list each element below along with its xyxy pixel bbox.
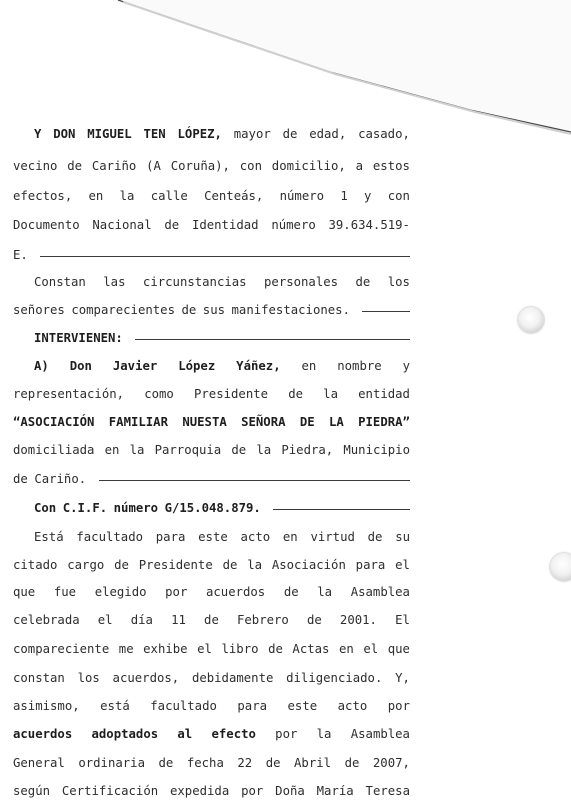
- word: la: [256, 443, 272, 457]
- bold-word: “ASOCIACIÓN: [13, 415, 95, 429]
- word: nombre: [337, 359, 382, 373]
- text-line: [13, 783, 410, 799]
- fill-rule-line: [362, 311, 410, 312]
- word: de: [222, 558, 238, 572]
- bold-word: C.I.F.: [62, 501, 108, 515]
- text-line: [34, 358, 410, 374]
- word: exhibe: [143, 642, 188, 656]
- word: que: [387, 642, 410, 656]
- bold-word: adoptados: [91, 727, 159, 741]
- word: Asociación: [271, 558, 346, 572]
- bold-word: DON: [53, 127, 76, 141]
- word: mayor: [233, 127, 271, 141]
- word: el: [197, 642, 212, 656]
- word: citado: [13, 558, 58, 572]
- word: con: [239, 159, 262, 173]
- word: en: [88, 189, 104, 203]
- word: la: [119, 189, 135, 203]
- word: Asamblea: [350, 727, 410, 741]
- word: de: [355, 275, 371, 289]
- word: virtud: [310, 530, 355, 544]
- word: estos: [372, 159, 410, 173]
- word: Doña: [275, 784, 305, 798]
- word: el: [395, 558, 410, 572]
- word: de: [344, 756, 360, 770]
- word: Cariño.: [34, 472, 87, 486]
- word: el: [97, 613, 113, 627]
- fill-rule-line: [40, 256, 410, 257]
- text-line: [13, 188, 410, 204]
- word: 2001.: [339, 613, 377, 627]
- word: debidamente: [191, 671, 274, 685]
- word: en: [301, 359, 317, 373]
- word: El: [395, 613, 410, 627]
- fill-rule-line: [99, 480, 410, 481]
- word: día: [130, 613, 153, 627]
- bold-word: PIEDRA”: [358, 415, 410, 429]
- word: Actas: [292, 642, 330, 656]
- word: me: [118, 642, 134, 656]
- word: número: [279, 189, 325, 203]
- word: que: [13, 585, 36, 599]
- word: 2007,: [372, 756, 410, 770]
- word: Centeás,: [204, 189, 264, 203]
- word: elegido: [94, 585, 147, 599]
- word: de: [181, 303, 197, 317]
- word: como: [144, 387, 174, 401]
- bold-word: Don: [69, 359, 92, 373]
- word: para: [237, 699, 268, 713]
- word: según: [13, 784, 51, 798]
- punch-hole-bottom: [550, 553, 571, 581]
- word: este: [287, 699, 318, 713]
- word: y: [364, 189, 372, 203]
- word: Piedra,: [281, 443, 334, 457]
- word: en: [282, 530, 298, 544]
- bold-word: A): [34, 359, 49, 373]
- bold-word: DE: [299, 415, 315, 429]
- bold-word: FAMILIAR: [108, 415, 168, 429]
- text-line: [13, 217, 410, 233]
- text-line: [13, 442, 410, 458]
- word: cargo: [67, 558, 105, 572]
- bold-word: Con: [34, 501, 57, 515]
- word: acuerdos,: [112, 671, 180, 685]
- word: Coruña),: [170, 159, 230, 173]
- bold-word: LA: [328, 415, 344, 429]
- word: 39.634.519-: [328, 218, 410, 232]
- word: calle: [150, 189, 188, 203]
- word: Abril: [294, 756, 332, 770]
- text-line: [13, 471, 410, 487]
- word: de: [158, 756, 174, 770]
- word: acto: [240, 530, 271, 544]
- word: y: [402, 359, 410, 373]
- word: de: [306, 613, 322, 627]
- bold-word: SEÑORA: [241, 415, 286, 429]
- word: fue: [53, 585, 77, 599]
- text-line: [34, 330, 410, 346]
- word: de: [265, 756, 281, 770]
- word: los: [387, 275, 410, 289]
- word: domicilio,: [271, 159, 346, 173]
- word: Identidad: [191, 218, 259, 232]
- word: de: [282, 127, 298, 141]
- word: de: [114, 558, 129, 572]
- text-line: [13, 302, 410, 318]
- word: Está: [34, 530, 64, 544]
- word: facultado: [150, 699, 217, 713]
- word: fecha: [186, 756, 224, 770]
- text-line: [13, 557, 410, 573]
- text-line: [13, 726, 410, 742]
- word: está: [100, 699, 130, 713]
- word: circunstancias: [142, 275, 247, 289]
- text-line: [13, 247, 410, 263]
- word: Presidente: [138, 558, 213, 572]
- word: Febrero: [237, 613, 289, 627]
- word: expedida: [170, 784, 230, 798]
- word: de: [283, 585, 299, 599]
- word: asimismo,: [13, 699, 80, 713]
- word: a: [355, 159, 364, 173]
- word: 1: [340, 189, 348, 203]
- word: con: [387, 189, 410, 203]
- text-line: [34, 126, 410, 142]
- word: facultado: [76, 530, 144, 544]
- word: acto: [337, 699, 368, 713]
- word: señores: [13, 303, 65, 317]
- text-line: [13, 755, 410, 771]
- word: casado,: [358, 127, 410, 141]
- word: de: [204, 613, 219, 627]
- bold-word: Yáñez,: [236, 359, 281, 373]
- word: de: [67, 159, 83, 173]
- word: libro: [221, 642, 259, 656]
- word: Y,: [395, 671, 410, 685]
- word: Municipio: [343, 443, 410, 457]
- word: vecino: [13, 159, 58, 173]
- word: por: [241, 784, 264, 798]
- word: acuerdos: [205, 585, 266, 599]
- word: edad,: [309, 127, 347, 141]
- word: por: [275, 727, 298, 741]
- punch-hole-top: [518, 307, 544, 333]
- word: la: [316, 727, 332, 741]
- text-line: [13, 698, 410, 714]
- word: de: [13, 472, 28, 486]
- word: la: [129, 443, 145, 457]
- word: este: [198, 530, 228, 544]
- word: entidad: [358, 387, 410, 401]
- fill-rule-line: [273, 509, 410, 510]
- word: los: [77, 671, 100, 685]
- bold-word: acuerdos: [13, 727, 73, 741]
- word: personales: [264, 275, 339, 289]
- word: por: [387, 699, 410, 713]
- word: sus: [202, 303, 226, 317]
- word: E.: [13, 248, 28, 262]
- fill-rule-line: [135, 339, 410, 340]
- word: la: [247, 558, 262, 572]
- text-line: [13, 641, 410, 657]
- text-line: [13, 612, 410, 628]
- folded-corner-shadow: [0, 0, 571, 140]
- text-line: [13, 386, 410, 402]
- word: (A: [146, 159, 161, 173]
- word: celebrada: [13, 613, 80, 627]
- word: comparecientes: [71, 303, 175, 317]
- word: compareciente: [13, 642, 110, 656]
- bold-word: efecto: [211, 727, 256, 741]
- word: su: [395, 530, 410, 544]
- word: de: [367, 530, 383, 544]
- word: ordinaria: [78, 756, 145, 770]
- word: representación,: [13, 387, 125, 401]
- bold-word: Y: [34, 127, 42, 141]
- bold-word: NUESTA: [182, 415, 227, 429]
- word: las: [103, 275, 126, 289]
- word: la: [317, 585, 333, 599]
- word: por: [165, 585, 188, 599]
- bold-word: TEN: [143, 127, 166, 141]
- word: constan: [13, 671, 65, 685]
- word: efectos,: [13, 189, 73, 203]
- text-line: [13, 414, 410, 430]
- bold-word: MIGUEL: [87, 127, 132, 141]
- word: 22: [237, 756, 253, 770]
- word: manifestaciones.: [231, 303, 350, 317]
- word: 11: [171, 613, 186, 627]
- word: Presidente: [194, 387, 269, 401]
- bold-word: G/15.048.879.: [164, 501, 261, 515]
- word: General: [13, 756, 65, 770]
- text-line: [13, 670, 410, 686]
- word: para: [355, 558, 386, 572]
- word: María: [316, 784, 354, 798]
- bold-word: LÓPEZ,: [177, 127, 222, 141]
- bold-word: Javier: [112, 359, 158, 373]
- word: de: [231, 443, 247, 457]
- text-line: [13, 158, 410, 174]
- text-line: [13, 584, 410, 600]
- text-line: [34, 500, 410, 516]
- word: en: [104, 443, 120, 457]
- bold-word: López: [178, 359, 216, 373]
- word: Teresa: [365, 784, 410, 798]
- word: en: [339, 642, 354, 656]
- bold-word: número: [113, 501, 159, 515]
- word: Constan: [34, 275, 86, 289]
- word: diligenciado.: [286, 671, 383, 685]
- word: número: [271, 218, 316, 232]
- bold-word: al: [177, 727, 193, 741]
- word: domiciliada: [13, 443, 95, 457]
- word: Nacional: [92, 218, 152, 232]
- word: Documento: [13, 218, 80, 232]
- word: Certificación: [61, 784, 159, 798]
- word: Parroquia: [154, 443, 222, 457]
- word: Cariño: [91, 159, 137, 173]
- word: para: [155, 530, 186, 544]
- word: el: [363, 642, 379, 656]
- bold-word: INTERVIENEN:: [34, 331, 123, 345]
- text-line: [34, 529, 410, 545]
- text-line: [34, 274, 410, 290]
- word: la: [323, 387, 338, 401]
- word: de: [164, 218, 180, 232]
- word: Asamblea: [350, 585, 410, 599]
- word: de: [268, 642, 283, 656]
- word: de: [288, 387, 304, 401]
